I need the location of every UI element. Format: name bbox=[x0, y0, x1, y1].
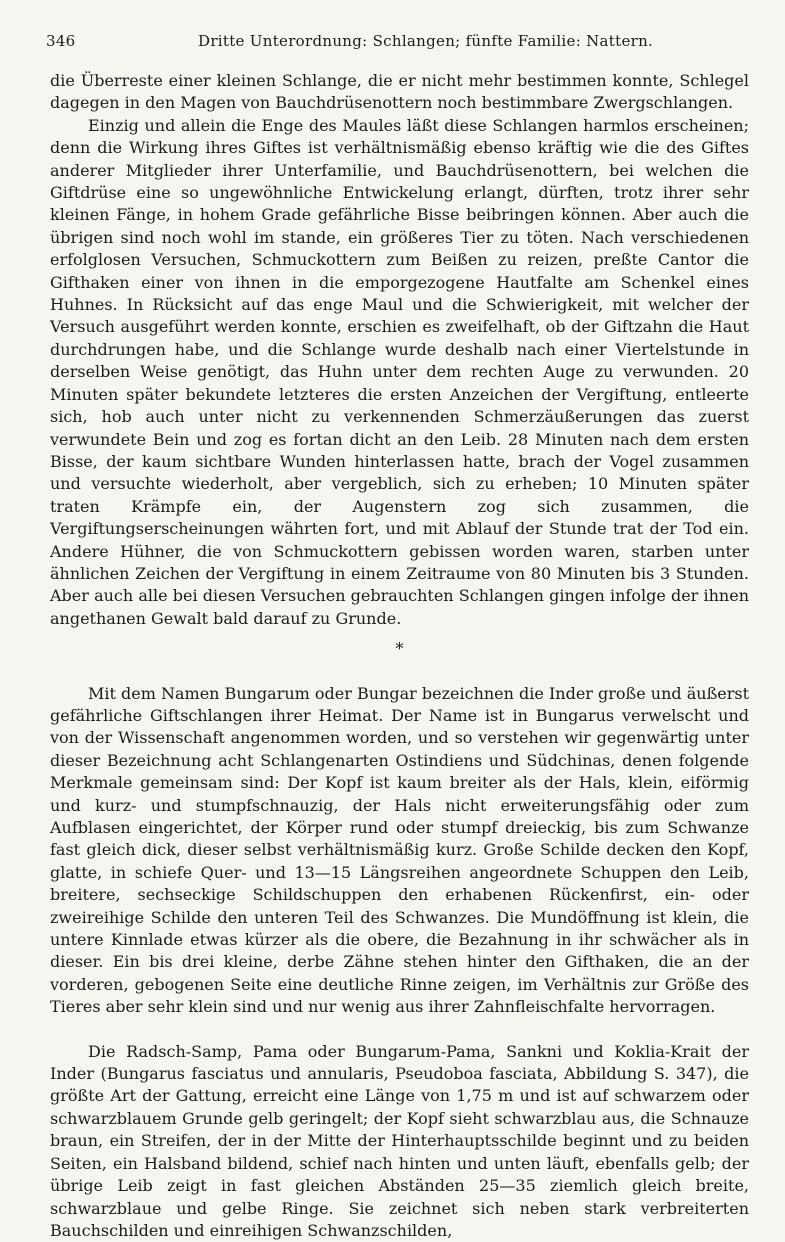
paragraph-gap bbox=[50, 1019, 749, 1041]
running-title: Dritte Unterordnung: Schlangen; fünfte Familie: Nattern. bbox=[198, 32, 654, 50]
page-body bbox=[50, 70, 749, 1242]
paragraph-venom-experiment: Einzig und allein die Enge des Maules läßt diese Schlangen harmlos erscheinen; denn die Wirkung ihres Giftes ist verhältnismäßig ebenso kräftig wie die des Giftes anderer Mitglieder ihrer Unterfamilie, und Bauchdrüsenottern, bei welchen die Giftdrüse eine so ungewöhnliche Entwickelung erlangt, dürften, trotz ihrer sehr kleinen Fänge, in hohem Grade gefährliche Bisse beibringen können. Aber auch die übrigen sind noch wohl im stande, ein größeres Tier zu töten. Nach verschiedenen erfolglosen Versuchen, Schmuckottern zum Beißen zu reizen, preßte Cantor die Gifthaken einer von ihnen in die emporgezogene Hautfalte am Schenkel eines Huhnes. In Rücksicht auf das enge Maul und die Schwierigkeit, mit welcher der Versuch ausgeführt werden konnte, erschien es zweifelhaft, ob der Giftzahn die Haut durchdrungen habe, und die Schlange wurde deshalb nach einer Viertelstunde in derselben Weise genötigt, das Huhn unter dem rechten Auge zu verwunden. 20 Minuten später bekundete letzteres die ersten Anzeichen der Vergiftung, entleerte sich, hob auch unter nicht zu verkennenden Schmerzäußerungen das zuerst verwundete Bein und zog es fortan dicht an den Leib. 28 Minuten nach dem ersten Bisse, der kaum sichtbare Wunden hinterlassen hatte, brach der Vogel zusammen und versuchte wiederholt, aber vergeblich, sich zu erheben; 10 Minuten später traten Krämpfe ein, der Augenstern zog sich zusammen, die Vergiftungserscheinungen währten fort, und mit Ablauf der Stunde trat der Tod ein. Andere Hühner, die von Schmuckottern gebissen worden waren, starben unter ähnlichen Zeichen der Vergiftung in einem Zeitraume von 80 Minuten bis 3 Stunden. Aber auch alle bei diesen Versuchen gebrauchten Schlangen gingen infolge der ihnen angethanen Gewalt bald darauf zu Grunde. bbox=[50, 115, 749, 628]
section-separator: * bbox=[395, 639, 404, 659]
paragraph-bungarus-genus: Mit dem Namen Bungarum oder Bungar bezeichnen die Inder große und äußerst gefährliche Giftschlangen ihrer Heimat. Der Name ist in Bungarus verwelscht und von der Wissenschaft angenommen worden, und so verstehen wir gegenwärtig unter dieser Bezeichnung acht Schlangenarten Ostindiens und Südchinas, denen folgende Merkmale gemeinsam sind: Der Kopf ist kaum breiter als der Hals, klein, eiförmig und kurz- und stumpfschnauzig, der Hals nicht erweiterungsfähig oder zum Aufblasen eingerichtet, der Körper rund oder stumpf dreieckig, bis zum Schwanze fast gleich dick, dieser selbst verhältnismäßig kurz. Große Schilde decken den Kopf, glatte, in schiefe Quer- und 13—15 Längsreihen angeordnete Schuppen den Leib, breitere, sechseckige Schildschuppen den erhabenen Rückenfirst, ein- oder zweireihige Schilde den unteren Teil des Schwanzes. Die Mundöffnung ist klein, die untere Kinnlade etwas kürzer als die obere, die Bezahnung in ihr schwächer als in dieser. Ein bis drei kleine, derbe Zähne stehen hinter den Gifthaken, die an der vorderen, gebogenen Seite eine deutliche Rinne zeigen, im Verhältnis zur Größe des Tieres aber sehr klein sind und nur wenig aus ihrer Zahnfleischfalte hervorragen. bbox=[50, 683, 750, 1017]
paragraph-continuation: die Überreste einer kleinen Schlange, die er nicht mehr bestimmen konnte, Schlegel dagegen in den Magen von Bauchdrüsenottern noch bestimmbare Zwergschlangen. bbox=[50, 71, 749, 113]
paragraph-bungarus-fasciatus: Die Radsch-Samp, Pama oder Bungarum-Pama, Sankni und Koklia-Krait der Inder (Bungarus fasciatus und annularis, Pseudoboa fasciata, Abbildung S. 347), die größte Art der Gattung, erreicht eine Länge von 1,75 m und ist auf schwarzem oder schwarzblauem Grunde gelb geringelt; der Kopf sieht schwarzblau aus, die Schnauze braun, ein Streifen, der in der Mitte der Hinterhauptsschilde beginnt und zu beiden Seiten, ein Halsband bildend, schief nach hinten und unten läuft, ebenfalls gelb; der übrige Leib zeigt in fast gleichen Abständen 25—35 ziemlich gleich breite, schwarzblaue und gelbe Ringe. Sie zeichnet sich neben stark verbreiterten Bauchschilden und einreihigen Schwanzschilden, bbox=[50, 1041, 749, 1240]
page-number: 346 bbox=[46, 32, 76, 50]
